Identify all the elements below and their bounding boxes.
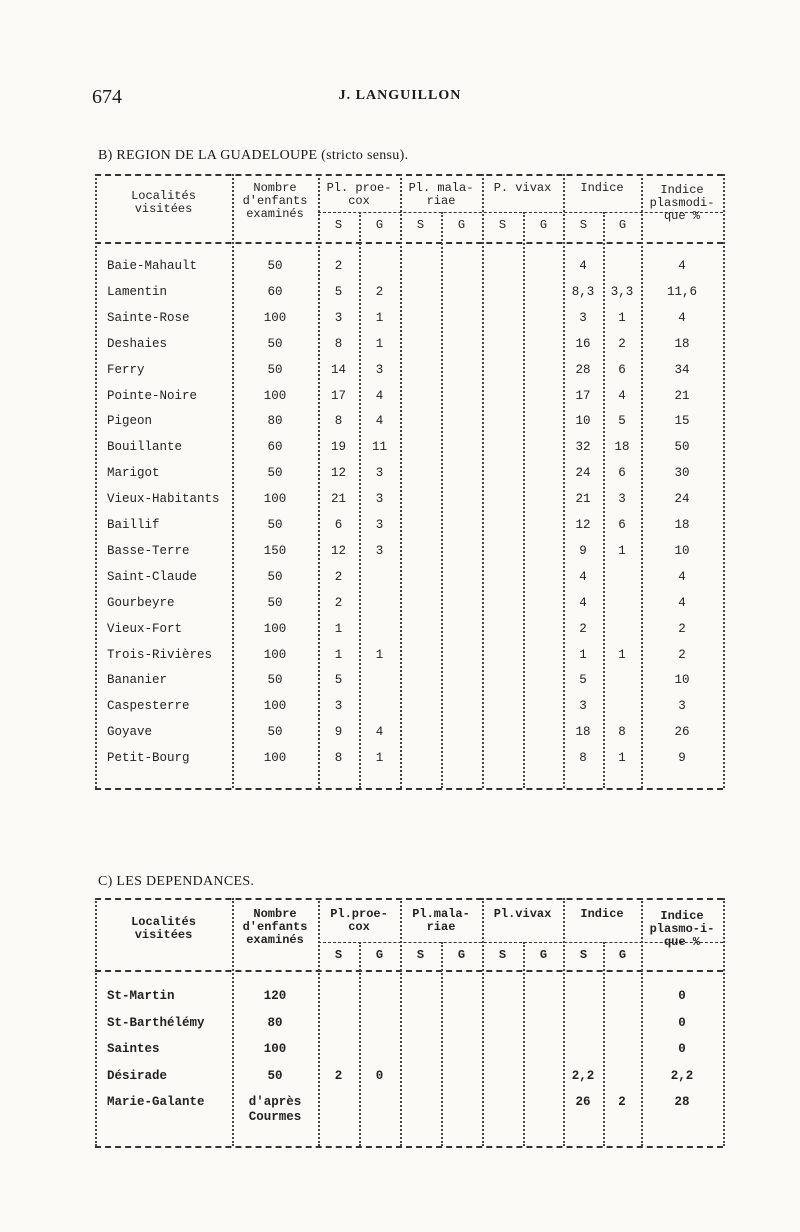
row-value-pp-s: 6 [334,518,343,532]
row-value-pp-g: 1 [375,336,384,351]
row-value-pp-s: 14 [330,362,346,377]
row-value-n: 100 [263,492,287,507]
row-value-pp-s: 8 [334,336,343,351]
row-value-n: 100 [263,751,287,766]
table-rule-bottom [95,1146,723,1148]
table-guadeloupe [95,174,723,790]
header-pl-praecox: cox [348,920,370,934]
row-value-n: 150 [263,543,287,558]
header-localites: Localités [131,915,196,929]
row-value-ip: 24 [674,492,690,507]
row-locality: Lamentin [107,284,168,299]
row-value-pp-g: 1 [375,751,384,766]
row-value-ind-s: 8,3 [571,284,595,299]
row-value-n: 80 [267,414,283,429]
row-value-pp-s: 8 [334,414,343,429]
row-value-pp-s: 17 [330,388,346,403]
row-value-ind-g: 6 [618,466,626,481]
row-value-ind-s: 4 [579,569,587,584]
row-locality: Bouillante [107,440,183,455]
row-value-ind-g: 4 [618,388,626,403]
row-value-pp-s: 5 [334,673,343,688]
row-value-pp-s: 8 [334,751,343,766]
row-value-n: 50 [267,595,283,610]
row-locality: Basse-Terre [107,543,190,558]
row-value-n: 100 [263,621,287,636]
row-value-ind-s: 3 [579,699,587,714]
row-value-ip: 11,6 [666,284,697,299]
row-value-n: 100 [263,388,287,403]
row-value-ind-s: 5 [579,673,587,688]
row-locality: Saint-Claude [107,569,198,584]
row-value-ind-s: 1 [579,647,587,662]
table-column-separator [723,174,725,788]
row-value-ip: 4 [678,569,686,584]
row-value-ind-g: 2 [618,1095,626,1109]
row-value-pp-s: 9 [334,725,343,740]
header-indice-plasmodique: Indice [660,909,704,923]
header-indice-plasmodique: que % [663,209,700,223]
table-subcolumn-separator [441,942,443,1146]
header-localites: Localités [131,189,196,203]
row-value-ind-g: 18 [614,440,630,455]
row-value-pp-g: 4 [375,388,384,403]
header-indice-plasmodique: plasmodi- [649,196,715,210]
header-pl-praecox: Pl. proe- [326,181,392,195]
row-value-n: 100 [263,699,287,714]
header-s: S [579,948,588,962]
header-nombre: Nombre [253,907,297,921]
header-g: G [375,948,384,962]
row-value-ip: 50 [674,440,690,455]
table-subcolumn-separator [603,942,605,1146]
row-value-ind-s: 4 [579,595,587,610]
row-value-ind-g: 1 [618,647,626,662]
row-locality: Pigeon [107,414,153,429]
table-column-separator [95,174,97,788]
row-value-ind-g: 6 [618,518,626,532]
row-value-ind-s: 2 [579,621,587,636]
row-value-n: 100 [263,1042,287,1056]
row-value-n: 50 [267,466,283,481]
row-value-n: 50 [267,725,283,740]
header-nombre: examinés [246,207,304,221]
header-indice: Indice [580,907,624,921]
header-g: G [618,948,627,962]
table-subcolumn-separator [523,942,525,1146]
section-c-title: C) LES DEPENDANCES. [98,874,255,889]
header-pl-praecox: Pl.proe- [330,907,388,921]
header-g: G [618,218,627,232]
row-locality: Désirade [107,1068,168,1083]
header-indice-plasmodique: plasmo-i- [649,922,715,936]
row-value-pp-g: 0 [375,1068,384,1083]
row-value-ip: 0 [678,1042,686,1056]
running-head: J. LANGUILLON [338,88,462,103]
row-value-ip: 0 [678,989,686,1003]
header-nombre: examinés [246,933,304,947]
header-g: G [375,218,384,232]
row-value-n: 50 [267,362,283,377]
row-value-ind-g: 8 [618,725,626,740]
row-value-ind-g: 1 [618,310,626,325]
table-rule-header [95,970,723,972]
row-value-pp-g: 3 [375,362,384,377]
row-value-ip: 10 [674,673,690,688]
header-p-vivax: Pl.vivax [493,907,552,921]
row-locality: Sainte-Rose [107,310,190,325]
row-value-ip: 2 [678,647,686,662]
row-value-ip: 0 [678,1015,686,1030]
header-s: S [416,218,425,232]
row-value-ind-s: 21 [575,492,591,507]
row-value-ind-s: 4 [579,259,587,273]
row-locality: Trois-Rivières [107,647,213,662]
row-value-pp-g: 3 [375,543,384,558]
table-column-separator [482,898,484,1146]
row-value-ind-s: 12 [575,518,591,532]
row-locality: Petit-Bourg [107,751,190,766]
row-value-ip: 4 [678,259,686,273]
row-value-pp-g: 3 [375,466,384,481]
row-value-pp-s: 2 [334,569,343,584]
row-value-n: 50 [267,673,283,688]
row-value-n: 50 [267,336,283,351]
row-value-pp-g: 2 [375,284,384,299]
header-indice: Indice [580,181,624,195]
row-value-n: 50 [267,1068,283,1083]
row-value-pp-s: 3 [334,310,343,325]
row-value-ip: 28 [674,1095,690,1109]
header-pl-malariae: riae [426,194,456,208]
table-rule-bottom [95,788,723,790]
section-b-title: B) REGION DE LA GUADELOUPE (stricto sensu). [98,148,409,163]
row-value-n: 50 [267,518,283,532]
header-s: S [334,948,343,962]
header-nombre: Nombre [253,181,297,195]
row-value-pp-g: 11 [371,440,387,455]
row-locality: Bananier [107,673,168,688]
row-locality: Goyave [107,725,153,740]
page-number: 674 [92,86,122,108]
row-value-ip: 3 [678,699,686,714]
row-value-pp-s: 1 [334,647,343,662]
row-value-ip: 21 [674,388,690,403]
row-value-ip: 2 [678,621,686,636]
row-value-n: 50 [267,569,283,584]
header-g: G [457,948,466,962]
row-value-pp-s: 5 [334,284,343,299]
row-locality: Marie-Galante [107,1095,205,1109]
table-column-separator [723,898,725,1146]
header-pl-malariae: riae [426,920,456,934]
header-g: G [457,218,466,232]
row-value-ind-s: 10 [575,414,591,429]
row-locality: Vieux-Fort [107,621,183,636]
row-value-pp-s: 2 [334,1068,343,1083]
row-value-ind-g: 5 [618,414,626,429]
row-value-pp-g: 4 [375,414,384,429]
header-pl-praecox: cox [348,194,370,208]
row-value-ind-g: 1 [618,543,626,558]
row-locality: St-Barthélémy [107,1015,205,1030]
row-value-n: 60 [267,440,283,455]
row-value-ind-g: 3,3 [610,284,634,299]
row-value-pp-s: 3 [334,699,343,714]
row-value-n: d'après [248,1095,302,1109]
row-value-ind-s: 18 [575,725,591,740]
table-rule-top [95,898,723,900]
header-nombre: d'enfants [242,194,308,208]
row-locality: Baie-Mahault [107,259,198,273]
row-value-pp-s: 12 [330,543,346,558]
table-rule-top [95,174,723,176]
header-pl-malariae: Pl.mala- [412,907,470,921]
row-value-ind-s: 32 [575,440,591,455]
row-value-n: 80 [267,1015,283,1030]
header-s: S [416,948,425,962]
table-column-separator [400,898,402,1146]
row-value-pp-s: 1 [334,621,343,636]
row-value-ip: 34 [674,362,690,377]
header-s: S [498,948,507,962]
row-locality: Marigot [107,466,160,481]
table-subcolumn-separator [523,212,525,788]
header-pl-malariae: Pl. mala- [408,181,474,195]
row-locality: Ferry [107,362,145,377]
row-value-ip: 18 [674,518,690,532]
header-localites: visitées [134,928,193,942]
row-locality: Deshaies [107,336,168,351]
header-s: S [334,218,343,232]
table-rule-header [95,242,723,244]
row-locality: Caspesterre [107,699,190,714]
row-value-ind-s: 24 [575,466,591,481]
row-value-ind-g: 2 [618,336,626,351]
table-column-separator [482,174,484,788]
row-value-n: 120 [263,989,287,1003]
header-indice-plasmodique: Indice [660,183,704,197]
row-value-ind-s: 17 [575,388,591,403]
header-p-vivax: P. vivax [493,181,552,195]
row-value-n: 50 [267,259,283,273]
row-value-ind-s: 28 [575,362,591,377]
row-value-ind-s: 2,2 [571,1068,595,1083]
row-locality: Vieux-Habitants [107,492,220,507]
row-locality: Gourbeyre [107,595,175,610]
header-s: S [498,218,507,232]
header-g: G [539,218,548,232]
row-value-pp-s: 19 [330,440,346,455]
row-locality: St-Martin [107,989,175,1003]
header-s: S [579,218,588,232]
row-value-ip: 18 [674,336,690,351]
header-nombre: d'enfants [242,920,308,934]
table-column-separator [318,898,320,1146]
row-value-pp-s: 2 [334,259,343,273]
row-value-ind-s: 26 [575,1095,591,1109]
header-localites: visitées [134,202,193,216]
row-value-ip: 9 [678,751,686,766]
row-value-ip: 10 [674,543,690,558]
row-value-ip: 26 [674,725,690,740]
row-value-n: 60 [267,284,283,299]
row-value-pp-s: 2 [334,595,343,610]
row-value-ind-g: 6 [618,362,626,377]
row-value-pp-g: 1 [375,310,384,325]
row-value-pp-g: 3 [375,492,384,507]
header-g: G [539,948,548,962]
row-value-ip: 30 [674,466,690,481]
row-value-pp-g: 3 [375,518,384,532]
row-value-n-continued: Courmes [248,1110,302,1124]
row-value-pp-g: 4 [375,725,384,740]
row-value-ind-s: 8 [579,751,587,766]
row-value-ind-g: 1 [618,751,626,766]
row-value-ip: 4 [678,595,686,610]
table-dependances [95,898,723,1150]
row-value-pp-g: 1 [375,647,384,662]
row-value-ind-s: 16 [575,336,591,351]
row-locality: Baillif [107,518,160,532]
row-value-ip: 2,2 [670,1068,694,1083]
row-value-ind-s: 9 [579,543,587,558]
row-value-ind-g: 3 [618,492,626,507]
row-value-ip: 4 [678,310,686,325]
row-value-n: 100 [263,647,287,662]
row-value-ip: 15 [674,414,690,429]
table-subcolumn-separator [359,942,361,1146]
row-value-pp-s: 21 [330,492,346,507]
row-value-pp-s: 12 [330,466,346,481]
table-column-separator [400,174,402,788]
row-value-ind-s: 3 [579,310,587,325]
header-indice-plasmodique: que % [663,935,700,949]
row-value-n: 100 [263,310,287,325]
row-locality: Saintes [107,1042,160,1056]
row-locality: Pointe-Noire [107,388,198,403]
table-subcolumn-separator [441,212,443,788]
